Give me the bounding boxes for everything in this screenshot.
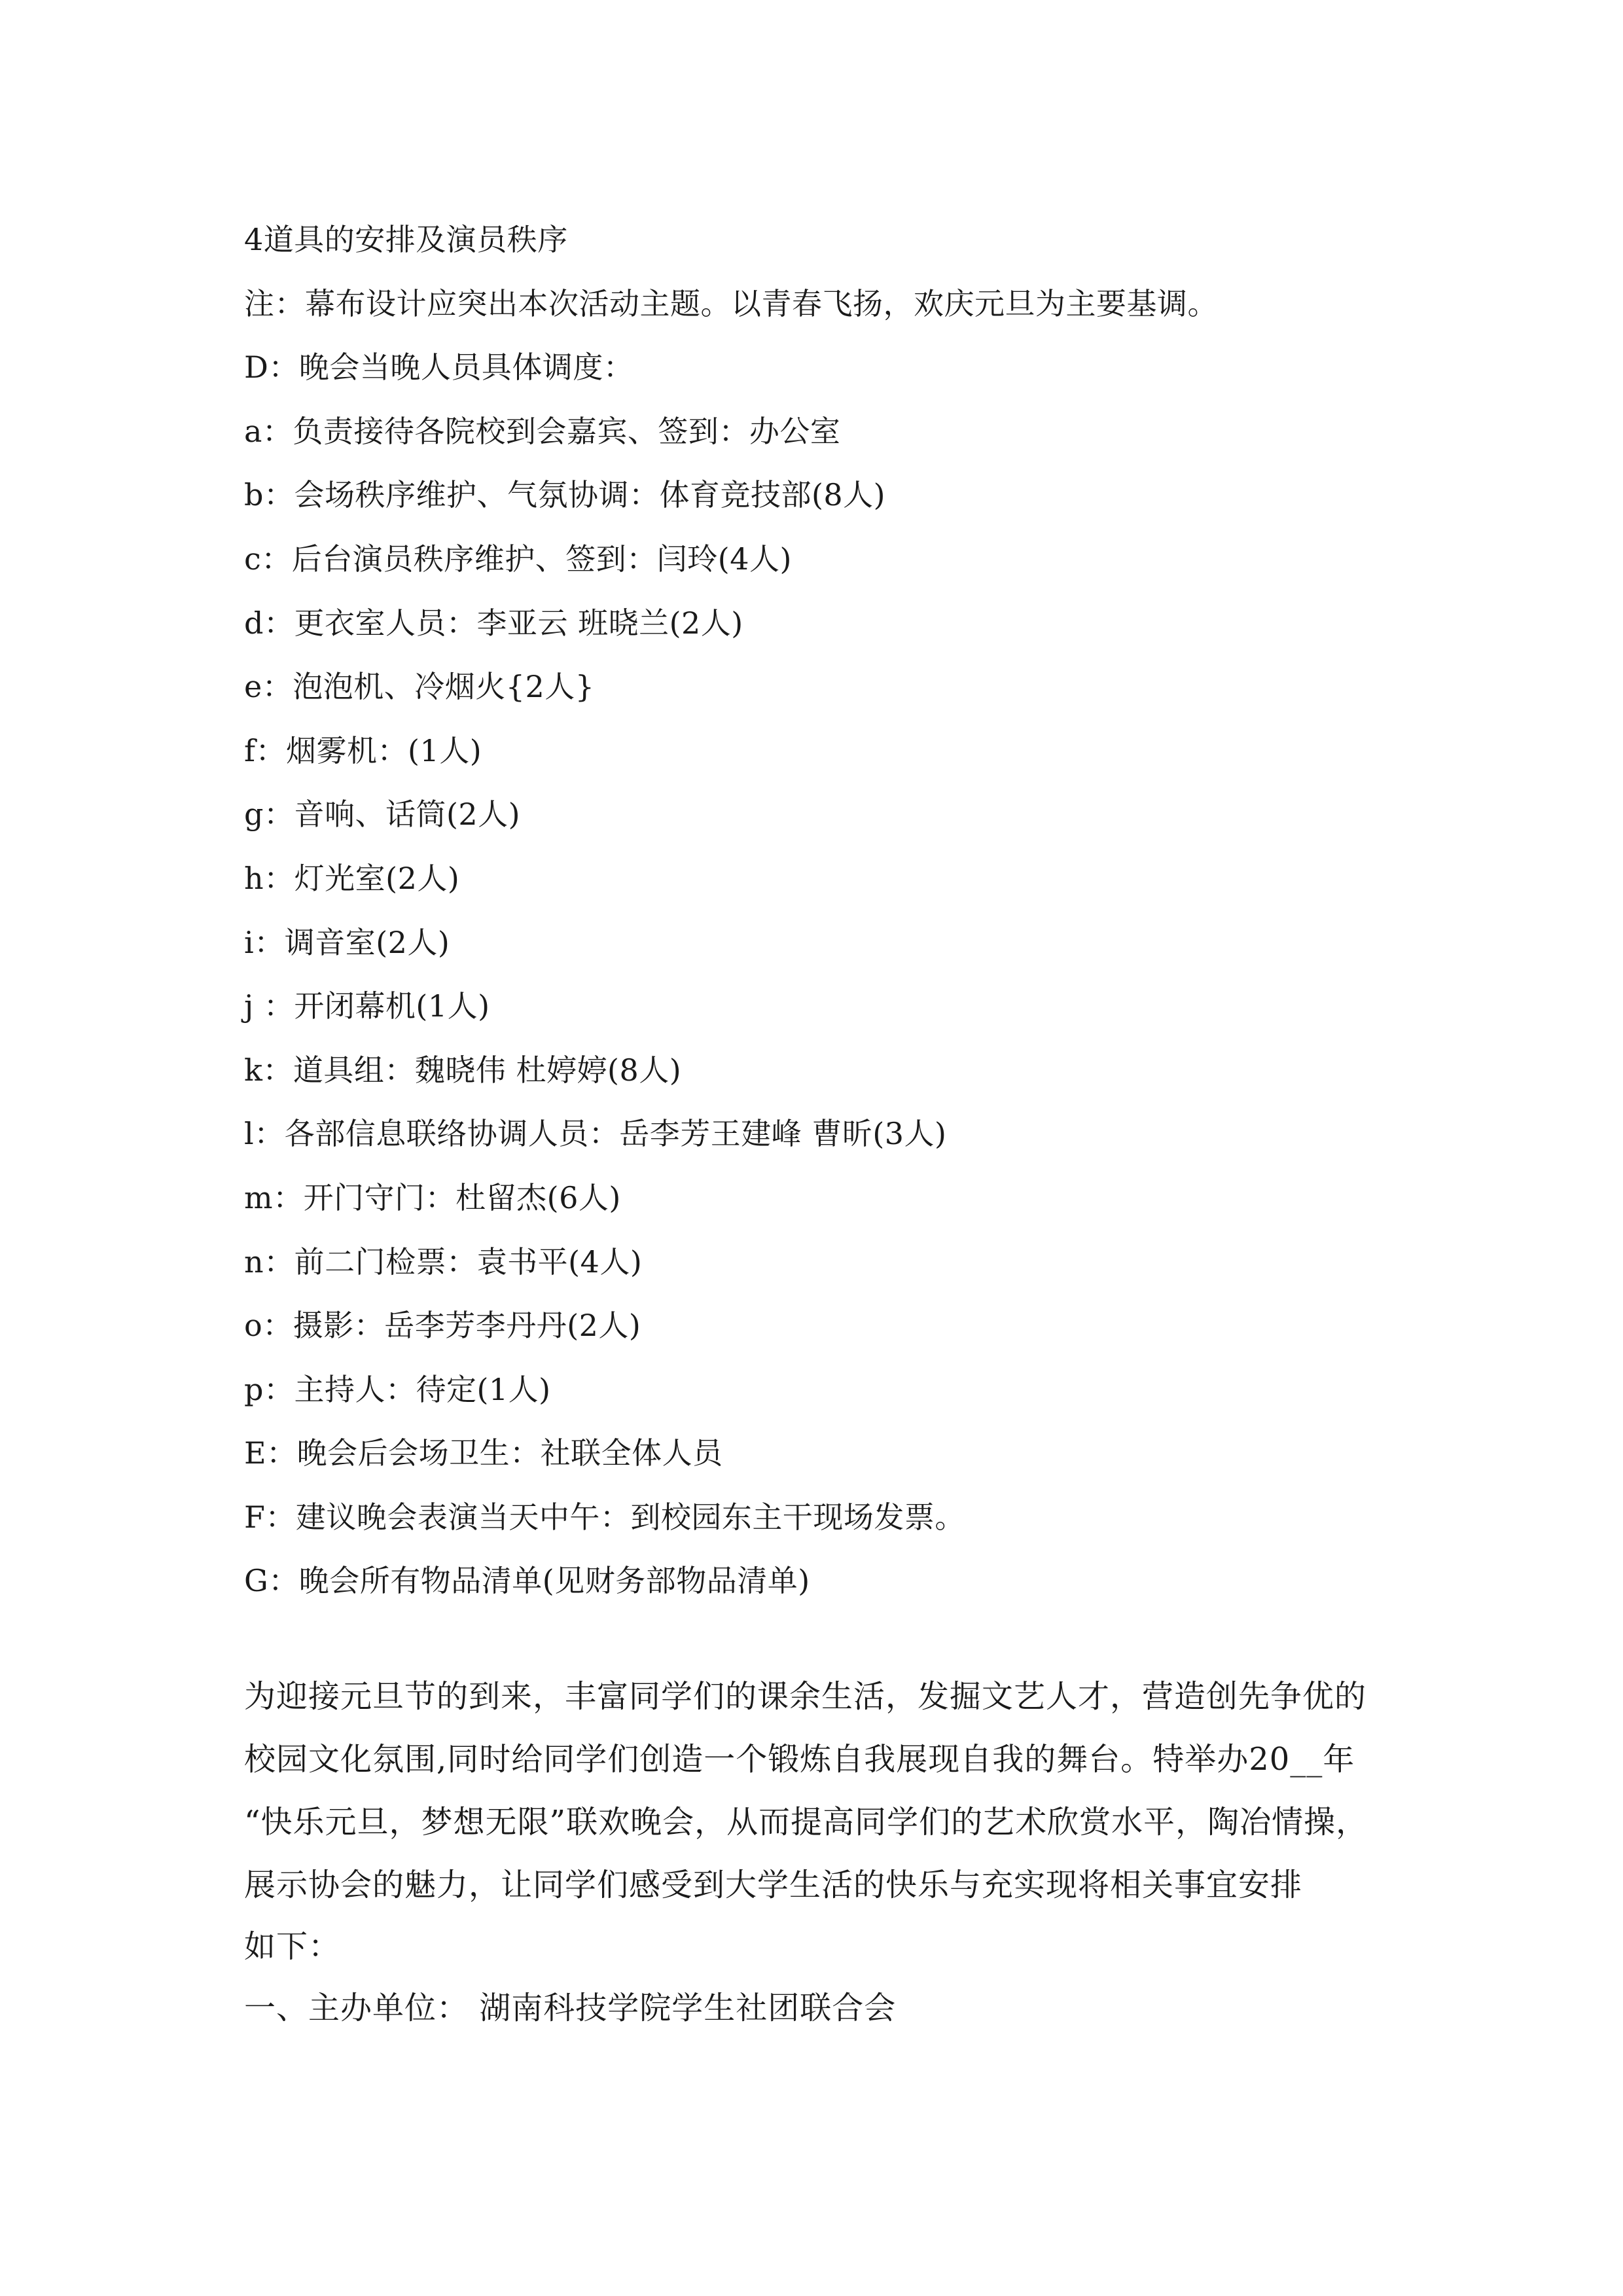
list-item: c：后台演员秩序维护、签到：闫玲(4人) <box>244 541 792 577</box>
list-item: k：道具组：魏晓伟 杜婷婷(8人) <box>244 1052 682 1088</box>
list-item: E：晚会后会场卫生：社联全体人员 <box>244 1435 723 1471</box>
paragraph-line: 展示协会的魅力，让同学们感受到大学生活的快乐与充实现将相关事宜安排 <box>244 1867 1303 1903</box>
list-item: i：调音室(2人) <box>244 924 450 960</box>
arrangement-list <box>244 208 1422 1613</box>
list-item: o：摄影：岳李芳李丹丹(2人) <box>244 1308 641 1344</box>
list-item: b：会场秩序维护、气氛协调：体育竞技部(8人) <box>244 477 886 513</box>
paragraph-line: 如下： <box>244 1928 341 1965</box>
schedule-heading: D：晚会当晚人员具体调度： <box>244 350 634 386</box>
list-item: n：前二门检票：袁书平(4人) <box>244 1244 643 1280</box>
list-item: G：晚会所有物品清单(见财务部物品清单) <box>244 1563 810 1599</box>
list-item: e：泡泡机、冷烟火{2人} <box>244 669 595 705</box>
intro-paragraph <box>244 1665 1409 2039</box>
paragraph-line: 校园文化氛围,同时给同学们创造一个锻炼自我展现自我的舞台。特举办20__年 <box>244 1741 1355 1778</box>
list-item: d：更衣室人员：李亚云 班晓兰(2人) <box>244 605 743 641</box>
paragraph-line: “快乐元旦，梦想无限”联欢晚会，从而提高同学们的艺术欣赏水平，陶冶情操， <box>244 1804 1368 1840</box>
organizer-line: 一、主办单位： 湖南科技学院学生社团联合会 <box>244 1990 897 2026</box>
list-item: F：建议晚会表演当天中午：到校园东主干现场发票。 <box>244 1499 965 1535</box>
paragraph-line: 为迎接元旦节的到来，丰富同学们的课余生活，发掘文艺人才，营造创先争优的 <box>244 1678 1367 1715</box>
list-item: j ：开闭幕机(1人) <box>244 988 490 1024</box>
note-line: 注：幕布设计应突出本次活动主题。以青春飞扬，欢庆元旦为主要基调。 <box>244 285 1218 321</box>
list-item: p：主持人：待定(1人) <box>244 1371 551 1407</box>
list-item: g：音响、话筒(2人) <box>244 797 521 833</box>
section-heading: 4道具的安排及演员秩序 <box>244 222 568 257</box>
list-item: a：负责接待各院校到会嘉宾、签到：办公室 <box>244 413 841 449</box>
list-item: f：烟雾机：(1人) <box>244 732 482 768</box>
list-item: l：各部信息联络协调人员：岳李芳王建峰 曹昕(3人) <box>244 1116 947 1152</box>
list-item: h：灯光室(2人) <box>244 860 460 896</box>
list-item: m：开门守门：杜留杰(6人) <box>244 1179 621 1215</box>
